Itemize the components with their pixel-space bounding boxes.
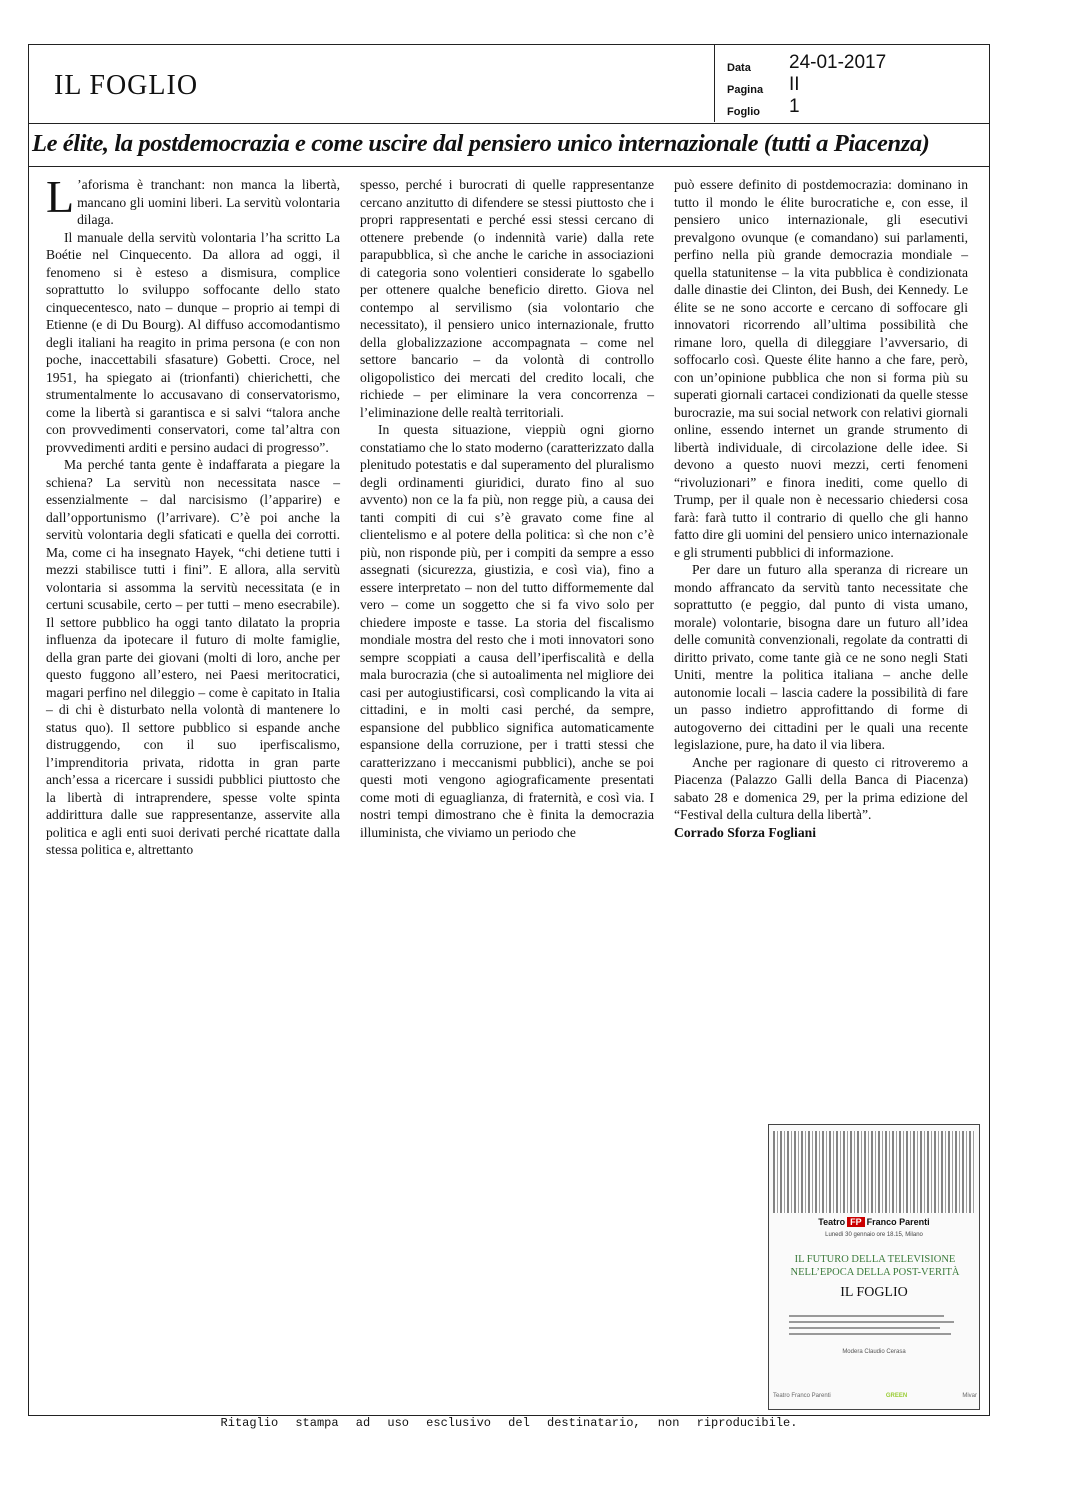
paragraph: L ’aforisma è tranchant: non manca la libertà, mancano gli uomini liberi. La servitù volontaria dilaga.	[46, 171, 340, 227]
paragraph: In questa situazione, vieppiù ogni giorno constatiamo che lo stato moderno (caratterizzato dalla plenitudo potestatis e dal superamento del pluralismo degli ordinamenti giuridici, durato fino al suo avvento) non ce la fa più, non regge più, a causa dei tanti compiti di cui s’è gravato come fine al clientelismo e al potere della politica: sì che non c’è più, non risponde più, per i compiti da sempre a esso assegnati (sicurezza, giustizia, e così via), fino a essere interpretato – non del tutto difformemente dal vero – come un soggetto che si fa vivo solo per chiedere imposte e tasse. La storia del fiscalismo mondiale mostra del resto che i moti innovatori sono sempre scoppiati a causa dell’iperfiscalità e della mala burocrazia (che si autoalimenta nel migliore dei casi per autogiustificarsi, così complicando la vita ai cittadini, e in molti casi perché, da sempre, espansione del pubblico significa automaticamente espansione della corruzione, per i tratti stessi che caratterizzano i meccanismi pubblici), anche se poi questi moti vengono agiograficamente presentati come moti di eguaglianza, di fraternità, e così via. I nostri tempi dimostrano che è finita la democrazia illuminista, che viviamo un periodo che	[360, 422, 654, 840]
paragraph: Ma perché tanta gente è indaffarata a piegare la schiena? La servitù non necessitata nasce – essenzialmente – dal narcisismo (l’apparire) e dall’opportunismo (l’arrivare). C’è poi anche la servitù volontaria degli sfaticati e quella dei corrotti. Ma, come ci ha insegnato Hayek, “chi detiene tutti i mezzi stabilisce tutti i fini”. E allora, alla servitù volontaria si assomma la servitù necessitata (e in certuni scusabile, certo – per tutti – meno esecrabile). Il settore pubblico ha oggi tanto dilatato la propria influenza da ipotecare il futuro di molte famiglie, della gran parte dei giovani (molti di loro, anche per questo fuggono all’estero, nei Paesi meritocratici, magari perfino nel dileggio – come è capitato in Italia – di chi è disturbato nella volontà di mantenere lo status quo). Il settore pubblico si espande anche distruggendo, con il suo iperfiscalismo, l’imprenditoria privata, ridotta in gran parte anch’essa a ricercare i sussidi pubblici piuttosto che la libertà di intraprendere, spesse volte spinta addirittura dalle sue rappresentanze, asservite alla politica e agli enti suoi derivati perché ricattate dalla stessa politica e, altrettanto	[46, 457, 340, 857]
ad-sponsors: Teatro Franco Parenti GREEN Mivar	[773, 1393, 977, 1399]
paragraph: Il manuale della servitù volontaria l’ha scritto La Boétie nel Cinquecento. Da allora ad oggi, il fenomeno si è esteso a dismisura, complice soprattutto lo sviluppo soffocante dello stato cinquecentesco, nato – dunque – proprio ai tempi di Etienne (e di Du Bourg). Al diffuso accomodantismo degli italiani ha reagito in prima persona (e con non poche, inaccettabili sfasature) Gobetti. Croce, nel 1951, ha spiegato ai (trionfanti) chierichetti, che strumentalmente lo accusavano di conservatorismo, come la libertà si garantisca e si salvi “talora anche con provvedimenti conservatori, come tal’altra con provvedimenti arditi e persino audaci di progresso”.	[46, 229, 340, 455]
meta-date: Data 24-01-2017	[727, 52, 887, 74]
article-column-3	[674, 176, 968, 841]
article-column-1	[46, 171, 340, 859]
clipping-footer: Ritaglio stampa ad uso esclusivo del destinatario, non riproducibile.	[220, 1416, 798, 1430]
meta-sheet: Foglio 1	[727, 96, 800, 118]
ad-logo: IL FOGLIO	[840, 1285, 908, 1300]
theatre-logo-icon: FP	[847, 1217, 865, 1227]
paragraph: spesso, perché i burocrati di quelle rappresentanze cercano anzitutto di difendere se stessi piuttosto che i propri rappresentati e perché essi stessi cercano di ottenere prebende (o indennità varie) dalla rete parapubblica, sì che anche le cariche in associazioni di categoria sono volentieri considerate lo sgabello per ottenere qualche beneficio diretto. Giova nel contempo al servilismo (sia volontario che necessitato), il pensiero unico internazionale, frutto della globalizzazione accompagnata – come nel settore bancario – da volontà di controllo oligopolistico dei mercati del credito locali, che richiede – per eliminare la vera concorrenza – l’eliminazione delle realtà territoriali.	[360, 177, 654, 420]
ad-date: Lunedì 30 gennaio ore 18.15, Milano	[825, 1232, 923, 1238]
ad-moderator: Modera Claudio Cerasa	[842, 1349, 906, 1355]
paragraph: Per dare un futuro alla speranza di ricreare un mondo affrancato da servitù tanto necessitate che soprattutto (e peggio, dal punto di vista umano, morale) volontarie, bisogna dare un futuro all’idea delle comunità convenzionali, regolate da contratti di diritto privato, come tante già ce ne sono negli Stati Uniti, mentre la politica italiana – anche delle autonomie locali – lascia cadere la possibilità di fare un passo indietro approfittando di forme di autogoverno dei cittadini per le quali una recente legislazione, pure, ha dato il via libera.	[674, 562, 968, 752]
masthead: IL FOGLIO	[54, 70, 199, 101]
ad-header-print	[773, 1131, 975, 1213]
event-advertisement	[768, 1124, 980, 1410]
paragraph: Anche per ragionare di questo ci ritroveremo a Piacenza (Palazzo Galli della Banca di Piacenza) sabato 28 e domenica 29, per la prima edizione del “Festival della cultura della libertà”.	[674, 754, 968, 822]
header	[28, 44, 990, 124]
drop-cap: L	[46, 171, 75, 222]
headline-divider	[28, 166, 990, 167]
ad-title: IL FUTURO DELLA TELEVISIONE NELL’EPOCA DELLA POST-VERITÀ	[790, 1254, 960, 1278]
ad-theatre: Teatro FP Franco Parenti	[818, 1217, 930, 1227]
paragraph: può essere definito di postdemocrazia: dominano in tutto il mondo le élite burocratiche e, con esse, il pensiero unico internazionale, gli esecutivi prevalgono ovunque (e comandano) sui parlamenti, perfino nella più grande democrazia mondiale – quella statunitense – la vita pubblica è condizionata dalle dinastie dei Clinton, dei Bush, dei Kennedy. Le élite se ne sono accorte e cercano di soffocare gli innovatori ricorrendo all’ultima possibilità che rimane loro, quella di dileggiare l’avversario, di soffocarlo così. Queste élite hanno a che fare, però, con un’opinione pubblica che non si forma più su superati giornali cartacei condizionati da quelle stesse burocrazie, ma sui social network con relativi giornali online, essendo internet un grande strumento di libertà individuale, di circolazione delle idee. Si devono a questo nuovi mezzi, certi fenomeni “rivoluzionari” e finora inediti, come quello di Trump, per il quale non è necessario chiedersi cosa farà: farà tutto il contrario di quello che gli hanno fatto dire gli uomini del pensiero unico internazionale e gli strumenti pubblici di informazione.	[674, 177, 968, 560]
meta-page: Pagina II	[727, 74, 800, 96]
article-author: Corrado Sforza Fogliani	[674, 824, 816, 840]
clipping-meta	[714, 44, 990, 122]
article-column-2	[360, 176, 654, 841]
ad-speakers	[789, 1315, 961, 1339]
article-headline: Le élite, la postdemocrazia e come uscire dal pensiero unico internazionale (tutti a Piacenza)	[32, 130, 930, 157]
